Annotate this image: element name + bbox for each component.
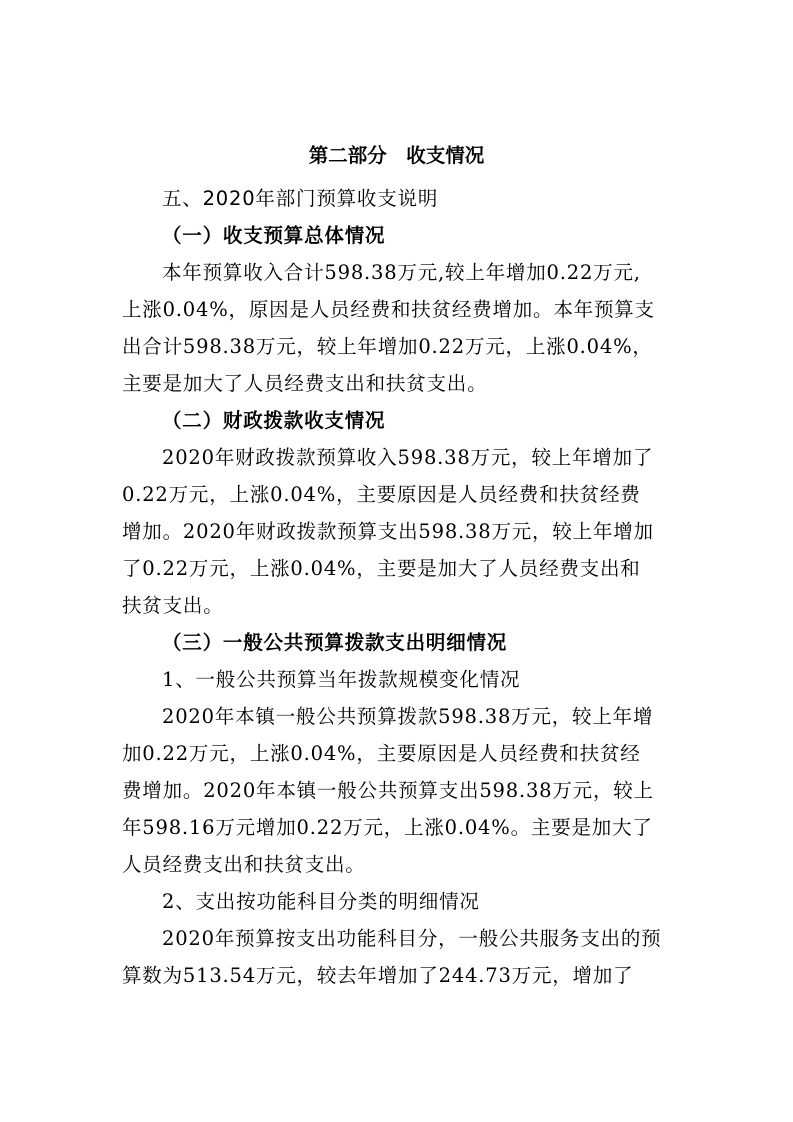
paragraph-line: 2020年财政拨款预算收入598.38万元，较上年增加了: [162, 446, 654, 469]
subsection-heading-2: （二）财政拨款收支情况: [162, 409, 386, 432]
paragraph-line: 扶贫支出。: [122, 594, 224, 617]
paragraph-line: 年598.16万元增加0.22万元，上涨0.04%。主要是加大了: [122, 816, 653, 839]
paragraph-line: 加0.22万元，上涨0.04%，主要原因是人员经费和扶贫经: [122, 742, 641, 765]
paragraph-line: 出合计598.38万元，较上年增加0.22万元，上涨0.04%，: [122, 335, 653, 358]
subsection-heading-3: （三）一般公共预算拨款支出明细情况: [162, 631, 508, 654]
subsection-heading-1: （一）收支预算总体情况: [162, 224, 386, 247]
paragraph-line: 人员经费支出和扶贫支出。: [122, 853, 366, 876]
item-heading-2: 2、支出按功能科目分类的明细情况: [162, 890, 480, 913]
paragraph-line: 费增加。2020年本镇一般公共预算支出598.38万元，较上: [122, 779, 654, 802]
paragraph-line: 上涨0.04%，原因是人员经费和扶贫经费增加。本年预算支: [122, 298, 655, 321]
paragraph-line: 主要是加大了人员经费支出和扶贫支出。: [122, 372, 488, 395]
paragraph-line: 了0.22万元，上涨0.04%，主要是加大了人员经费支出和: [122, 557, 641, 580]
paragraph-line: 2020年本镇一般公共预算拨款598.38万元，较上年增: [162, 705, 654, 728]
paragraph-line: 0.22万元，上涨0.04%，主要原因是人员经费和扶贫经费: [122, 483, 641, 506]
paragraph-line: 本年预算收入合计598.38万元,较上年增加0.22万元,: [162, 261, 641, 284]
part-title: 第二部分 收支情况: [308, 144, 485, 167]
paragraph-line: 增加。2020年财政拨款预算支出598.38万元，较上年增加: [122, 520, 654, 543]
paragraph-line: 2020年预算按支出功能科目分，一般公共服务支出的预: [162, 927, 662, 950]
item-heading-1: 1、一般公共预算当年拨款规模变化情况: [162, 668, 521, 691]
section-heading: 五、2020年部门预算收支说明: [162, 187, 439, 210]
paragraph-line: 算数为513.54万元，较去年增加了244.73万元，增加了: [122, 964, 634, 987]
